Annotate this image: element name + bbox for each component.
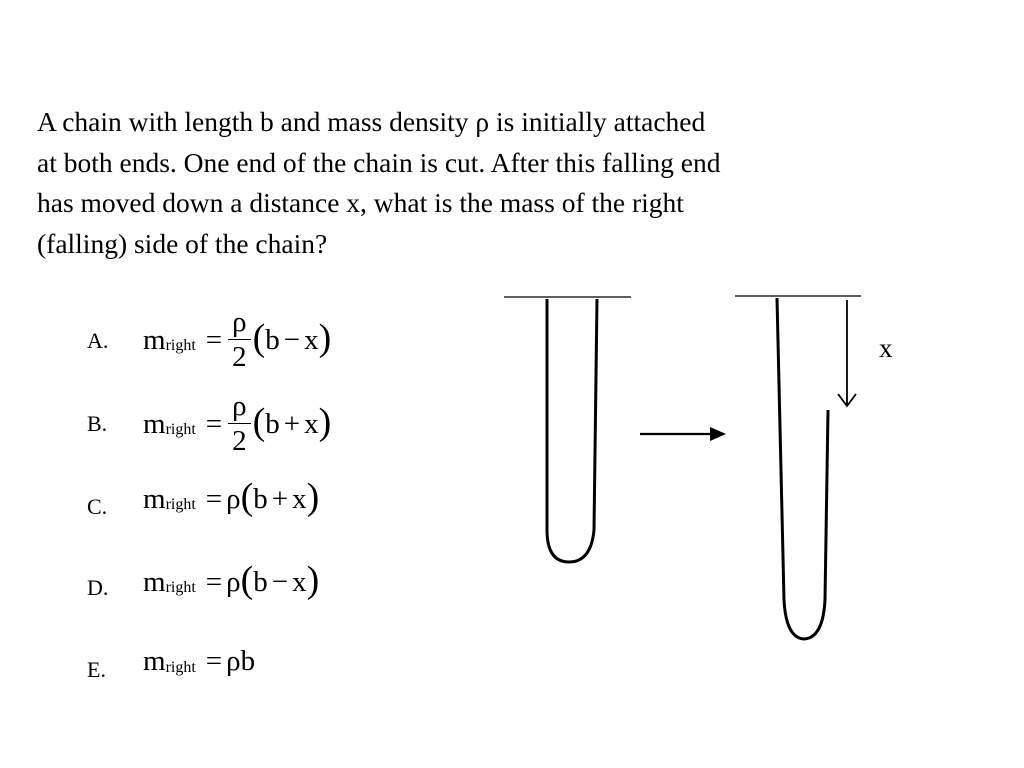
rho-b: ρb [226, 645, 256, 677]
equals-sign: = [205, 323, 223, 356]
left-chain-u [547, 299, 597, 562]
fraction-numerator: ρ [228, 392, 250, 424]
variable-x: x [304, 407, 319, 440]
operator: + [283, 407, 301, 440]
variable-b: b [253, 482, 268, 515]
mass-symbol: m [143, 407, 166, 440]
variable-b: b [253, 565, 268, 598]
equals-sign: = [205, 407, 223, 440]
close-paren: ) [318, 317, 332, 359]
open-paren: ( [240, 476, 254, 518]
mass-symbol: m [143, 645, 166, 677]
open-paren: ( [252, 317, 266, 359]
subscript-right: right [165, 421, 196, 438]
subscript-right: right [165, 579, 196, 596]
rho-symbol: ρ [226, 565, 241, 598]
equals-sign: = [205, 645, 223, 677]
fraction-numerator: ρ [228, 308, 250, 340]
variable-x: x [292, 482, 307, 515]
fraction-denominator: 2 [232, 341, 247, 373]
option-e-letter: E. [87, 657, 106, 682]
operator: − [283, 323, 301, 356]
close-paren: ) [306, 559, 320, 601]
mass-symbol: m [143, 323, 166, 356]
equals-sign: = [205, 565, 223, 598]
subscript-right: right [165, 658, 196, 676]
close-paren: ) [306, 476, 320, 518]
variable-b: b [265, 323, 280, 356]
option-a-letter: A. [87, 328, 109, 353]
transition-arrow-head [710, 427, 726, 441]
equals-sign: = [205, 482, 223, 515]
option-d-letter: D. [87, 575, 109, 600]
question-line: A chain with length b and mass density ρ is initially attached [37, 106, 706, 137]
right-chain-j [777, 298, 828, 639]
subscript-right: right [165, 496, 196, 513]
variable-x: x [292, 565, 307, 598]
subscript-right: right [165, 337, 196, 354]
option-c-letter: C. [87, 494, 108, 519]
open-paren: ( [252, 401, 266, 443]
variable-x: x [304, 323, 319, 356]
question-line: at both ends. One end of the chain is cut. After this falling end [37, 146, 721, 178]
fraction-denominator: 2 [232, 425, 247, 457]
mass-symbol: m [143, 482, 166, 515]
operator: + [271, 482, 289, 515]
mass-symbol: m [143, 565, 166, 598]
question-line: has moved down a distance x, what is the mass of the right [37, 187, 684, 218]
option-b-letter: B. [87, 411, 108, 436]
rho-symbol: ρ [226, 482, 241, 515]
variable-b: b [265, 407, 280, 440]
open-paren: ( [240, 559, 254, 601]
operator: − [271, 565, 289, 598]
question-line: (falling) side of the chain? [37, 227, 328, 259]
close-paren: ) [318, 401, 332, 443]
distance-label: x [879, 333, 893, 363]
